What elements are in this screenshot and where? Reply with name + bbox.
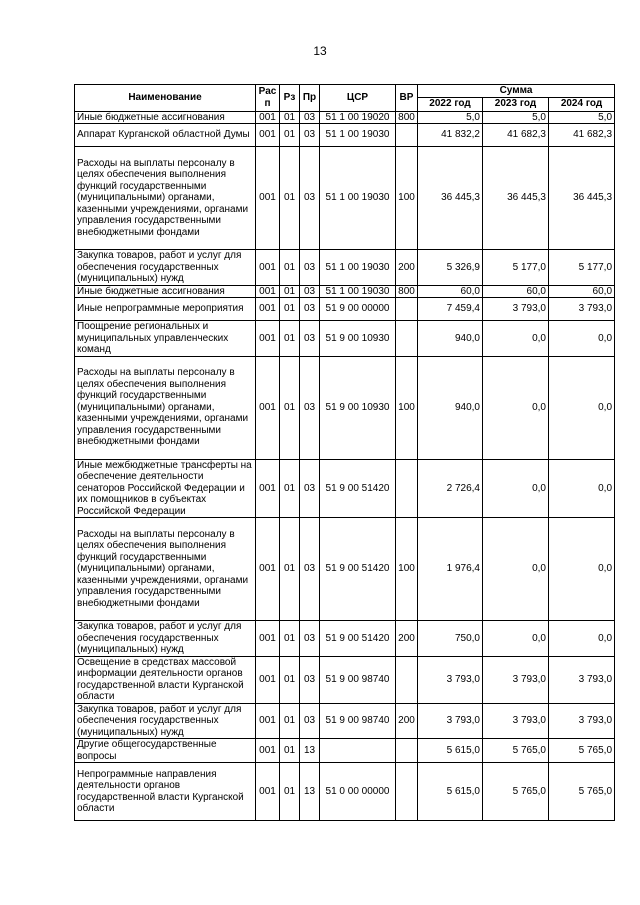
table-row <box>75 459 615 518</box>
cell-csr: 51 9 00 51420 <box>320 518 396 621</box>
cell-csr: 51 9 00 10930 <box>320 321 396 357</box>
cell-2024: 0,0 <box>549 459 615 518</box>
table-row <box>75 656 615 703</box>
cell-vr: 800 <box>396 111 418 124</box>
cell-rz: 01 <box>280 285 300 298</box>
cell-2024: 41 682,3 <box>549 124 615 147</box>
cell-rz: 01 <box>280 739 300 763</box>
cell-2024: 0,0 <box>549 518 615 621</box>
cell-rz: 01 <box>280 459 300 518</box>
header-year-2022: 2022 год <box>418 97 483 111</box>
cell-ras: 001 <box>256 298 280 321</box>
header-vr: ВР <box>396 85 418 112</box>
table-row <box>75 739 615 763</box>
cell-pr: 03 <box>300 124 320 147</box>
cell-name: Поощрение региональных и муниципальных управленческих команд <box>75 321 256 357</box>
cell-csr: 51 1 00 19030 <box>320 250 396 286</box>
cell-name: Иные непрограммные мероприятия <box>75 298 256 321</box>
cell-csr: 51 1 00 19020 <box>320 111 396 124</box>
cell-2024: 3 793,0 <box>549 298 615 321</box>
cell-2022: 36 445,3 <box>418 147 483 250</box>
cell-pr: 03 <box>300 356 320 459</box>
cell-name: Иные бюджетные ассигнования <box>75 111 256 124</box>
cell-vr <box>396 656 418 703</box>
cell-2022: 2 726,4 <box>418 459 483 518</box>
cell-rz: 01 <box>280 356 300 459</box>
cell-2022: 3 793,0 <box>418 656 483 703</box>
cell-csr: 51 9 00 10930 <box>320 356 396 459</box>
cell-2024: 0,0 <box>549 621 615 657</box>
cell-2024: 0,0 <box>549 356 615 459</box>
cell-vr: 100 <box>396 356 418 459</box>
header-row-top <box>75 85 615 98</box>
cell-csr: 51 1 00 19030 <box>320 124 396 147</box>
cell-2024: 5 765,0 <box>549 763 615 821</box>
cell-rz: 01 <box>280 111 300 124</box>
cell-ras: 001 <box>256 111 280 124</box>
table-row <box>75 285 615 298</box>
cell-rz: 01 <box>280 321 300 357</box>
cell-2023: 5 765,0 <box>483 739 549 763</box>
cell-2023: 0,0 <box>483 321 549 357</box>
cell-2024: 3 793,0 <box>549 656 615 703</box>
cell-2022: 5 615,0 <box>418 763 483 821</box>
table-row <box>75 356 615 459</box>
cell-ras: 001 <box>256 518 280 621</box>
cell-pr: 03 <box>300 147 320 250</box>
cell-vr <box>396 763 418 821</box>
table-row <box>75 124 615 147</box>
cell-ras: 001 <box>256 285 280 298</box>
cell-rz: 01 <box>280 298 300 321</box>
cell-ras: 001 <box>256 124 280 147</box>
cell-ras: 001 <box>256 656 280 703</box>
cell-vr: 800 <box>396 285 418 298</box>
cell-2022: 41 832,2 <box>418 124 483 147</box>
cell-rz: 01 <box>280 621 300 657</box>
cell-2024: 5 765,0 <box>549 739 615 763</box>
cell-vr <box>396 298 418 321</box>
cell-name: Закупка товаров, работ и услуг для обеспечения государственных (муниципальных) нужд <box>75 250 256 286</box>
cell-name: Другие общегосударственные вопросы <box>75 739 256 763</box>
table-row <box>75 111 615 124</box>
cell-pr: 03 <box>300 298 320 321</box>
header-csr: ЦСР <box>320 85 396 112</box>
cell-2024: 0,0 <box>549 321 615 357</box>
cell-2023: 3 793,0 <box>483 298 549 321</box>
cell-csr: 51 9 00 00000 <box>320 298 396 321</box>
cell-name: Закупка товаров, работ и услуг для обеспечения государственных (муниципальных) нужд <box>75 703 256 739</box>
cell-2022: 3 793,0 <box>418 703 483 739</box>
cell-ras: 001 <box>256 459 280 518</box>
cell-ras: 001 <box>256 356 280 459</box>
cell-2023: 5 765,0 <box>483 763 549 821</box>
cell-csr: 51 9 00 51420 <box>320 459 396 518</box>
cell-rz: 01 <box>280 518 300 621</box>
header-year-2023: 2023 год <box>483 97 549 111</box>
cell-2024: 3 793,0 <box>549 703 615 739</box>
cell-vr: 200 <box>396 621 418 657</box>
cell-2022: 5 615,0 <box>418 739 483 763</box>
cell-csr: 51 1 00 19030 <box>320 147 396 250</box>
cell-vr <box>396 459 418 518</box>
cell-2023: 3 793,0 <box>483 656 549 703</box>
cell-2023: 0,0 <box>483 356 549 459</box>
cell-2022: 60,0 <box>418 285 483 298</box>
cell-2023: 5,0 <box>483 111 549 124</box>
table-row <box>75 250 615 286</box>
table-body <box>75 111 615 821</box>
cell-vr: 200 <box>396 250 418 286</box>
table-row <box>75 703 615 739</box>
cell-2024: 36 445,3 <box>549 147 615 250</box>
header-ras: Рас п <box>256 85 280 112</box>
header-rz: Рз <box>280 85 300 112</box>
cell-name: Закупка товаров, работ и услуг для обеспечения государственных (муниципальных) нужд <box>75 621 256 657</box>
header-summa: Сумма <box>418 85 615 98</box>
cell-2024: 5 177,0 <box>549 250 615 286</box>
header-pr: Пр <box>300 85 320 112</box>
cell-ras: 001 <box>256 763 280 821</box>
page-number: 13 <box>313 44 327 58</box>
cell-2023: 0,0 <box>483 621 549 657</box>
cell-name: Расходы на выплаты персоналу в целях обеспечения выполнения функций государственными (муниципальными) органами, казенными учреждениями, органами управления государственными внебюджетными фондами <box>75 356 256 459</box>
cell-name: Аппарат Курганской областной Думы <box>75 124 256 147</box>
cell-2022: 940,0 <box>418 321 483 357</box>
cell-pr: 13 <box>300 763 320 821</box>
table-row <box>75 518 615 621</box>
cell-2022: 5,0 <box>418 111 483 124</box>
cell-vr <box>396 739 418 763</box>
cell-csr: 51 9 00 98740 <box>320 703 396 739</box>
cell-ras: 001 <box>256 147 280 250</box>
cell-2022: 5 326,9 <box>418 250 483 286</box>
cell-name: Расходы на выплаты персоналу в целях обеспечения выполнения функций государственными (муниципальными) органами, казенными учреждениями, органами управления государственными внебюджетными фондами <box>75 147 256 250</box>
cell-2022: 940,0 <box>418 356 483 459</box>
cell-vr: 100 <box>396 147 418 250</box>
cell-ras: 001 <box>256 703 280 739</box>
cell-vr <box>396 321 418 357</box>
cell-ras: 001 <box>256 250 280 286</box>
header-name: Наименование <box>75 85 256 112</box>
cell-pr: 13 <box>300 739 320 763</box>
table-row <box>75 298 615 321</box>
cell-2023: 60,0 <box>483 285 549 298</box>
cell-pr: 03 <box>300 285 320 298</box>
cell-pr: 03 <box>300 459 320 518</box>
cell-rz: 01 <box>280 250 300 286</box>
cell-2022: 7 459,4 <box>418 298 483 321</box>
cell-csr: 51 9 00 51420 <box>320 621 396 657</box>
cell-csr: 51 9 00 98740 <box>320 656 396 703</box>
table-row <box>75 763 615 821</box>
cell-pr: 03 <box>300 321 320 357</box>
cell-vr: 100 <box>396 518 418 621</box>
cell-2023: 0,0 <box>483 459 549 518</box>
cell-pr: 03 <box>300 621 320 657</box>
cell-name: Иные межбюджетные трансферты на обеспечение деятельности сенаторов Российской Федерации и их помощников в субъектах Российской Федерации <box>75 459 256 518</box>
cell-rz: 01 <box>280 147 300 250</box>
cell-ras: 001 <box>256 321 280 357</box>
table-row <box>75 321 615 357</box>
cell-csr: 51 0 00 00000 <box>320 763 396 821</box>
cell-ras: 001 <box>256 621 280 657</box>
cell-2024: 60,0 <box>549 285 615 298</box>
cell-2023: 41 682,3 <box>483 124 549 147</box>
cell-pr: 03 <box>300 518 320 621</box>
cell-rz: 01 <box>280 124 300 147</box>
cell-2023: 0,0 <box>483 518 549 621</box>
cell-2024: 5,0 <box>549 111 615 124</box>
cell-vr: 200 <box>396 703 418 739</box>
cell-name: Освещение в средствах массовой информации деятельности органов государственной власти Курганской области <box>75 656 256 703</box>
cell-ras: 001 <box>256 739 280 763</box>
cell-pr: 03 <box>300 250 320 286</box>
budget-table <box>74 84 615 821</box>
cell-rz: 01 <box>280 703 300 739</box>
cell-name: Непрограммные направления деятельности органов государственной власти Курганской области <box>75 763 256 821</box>
cell-rz: 01 <box>280 656 300 703</box>
cell-pr: 03 <box>300 703 320 739</box>
cell-vr <box>396 124 418 147</box>
cell-pr: 03 <box>300 111 320 124</box>
cell-2023: 36 445,3 <box>483 147 549 250</box>
cell-2022: 750,0 <box>418 621 483 657</box>
cell-2022: 1 976,4 <box>418 518 483 621</box>
header-year-2024: 2024 год <box>549 97 615 111</box>
cell-rz: 01 <box>280 763 300 821</box>
table-row <box>75 147 615 250</box>
table-row <box>75 621 615 657</box>
cell-csr: 51 1 00 19030 <box>320 285 396 298</box>
cell-pr: 03 <box>300 656 320 703</box>
cell-name: Расходы на выплаты персоналу в целях обеспечения выполнения функций государственными (муниципальными) органами, казенными учреждениями, органами управления государственными внебюджетными фондами <box>75 518 256 621</box>
cell-csr <box>320 739 396 763</box>
cell-name: Иные бюджетные ассигнования <box>75 285 256 298</box>
cell-2023: 5 177,0 <box>483 250 549 286</box>
cell-2023: 3 793,0 <box>483 703 549 739</box>
